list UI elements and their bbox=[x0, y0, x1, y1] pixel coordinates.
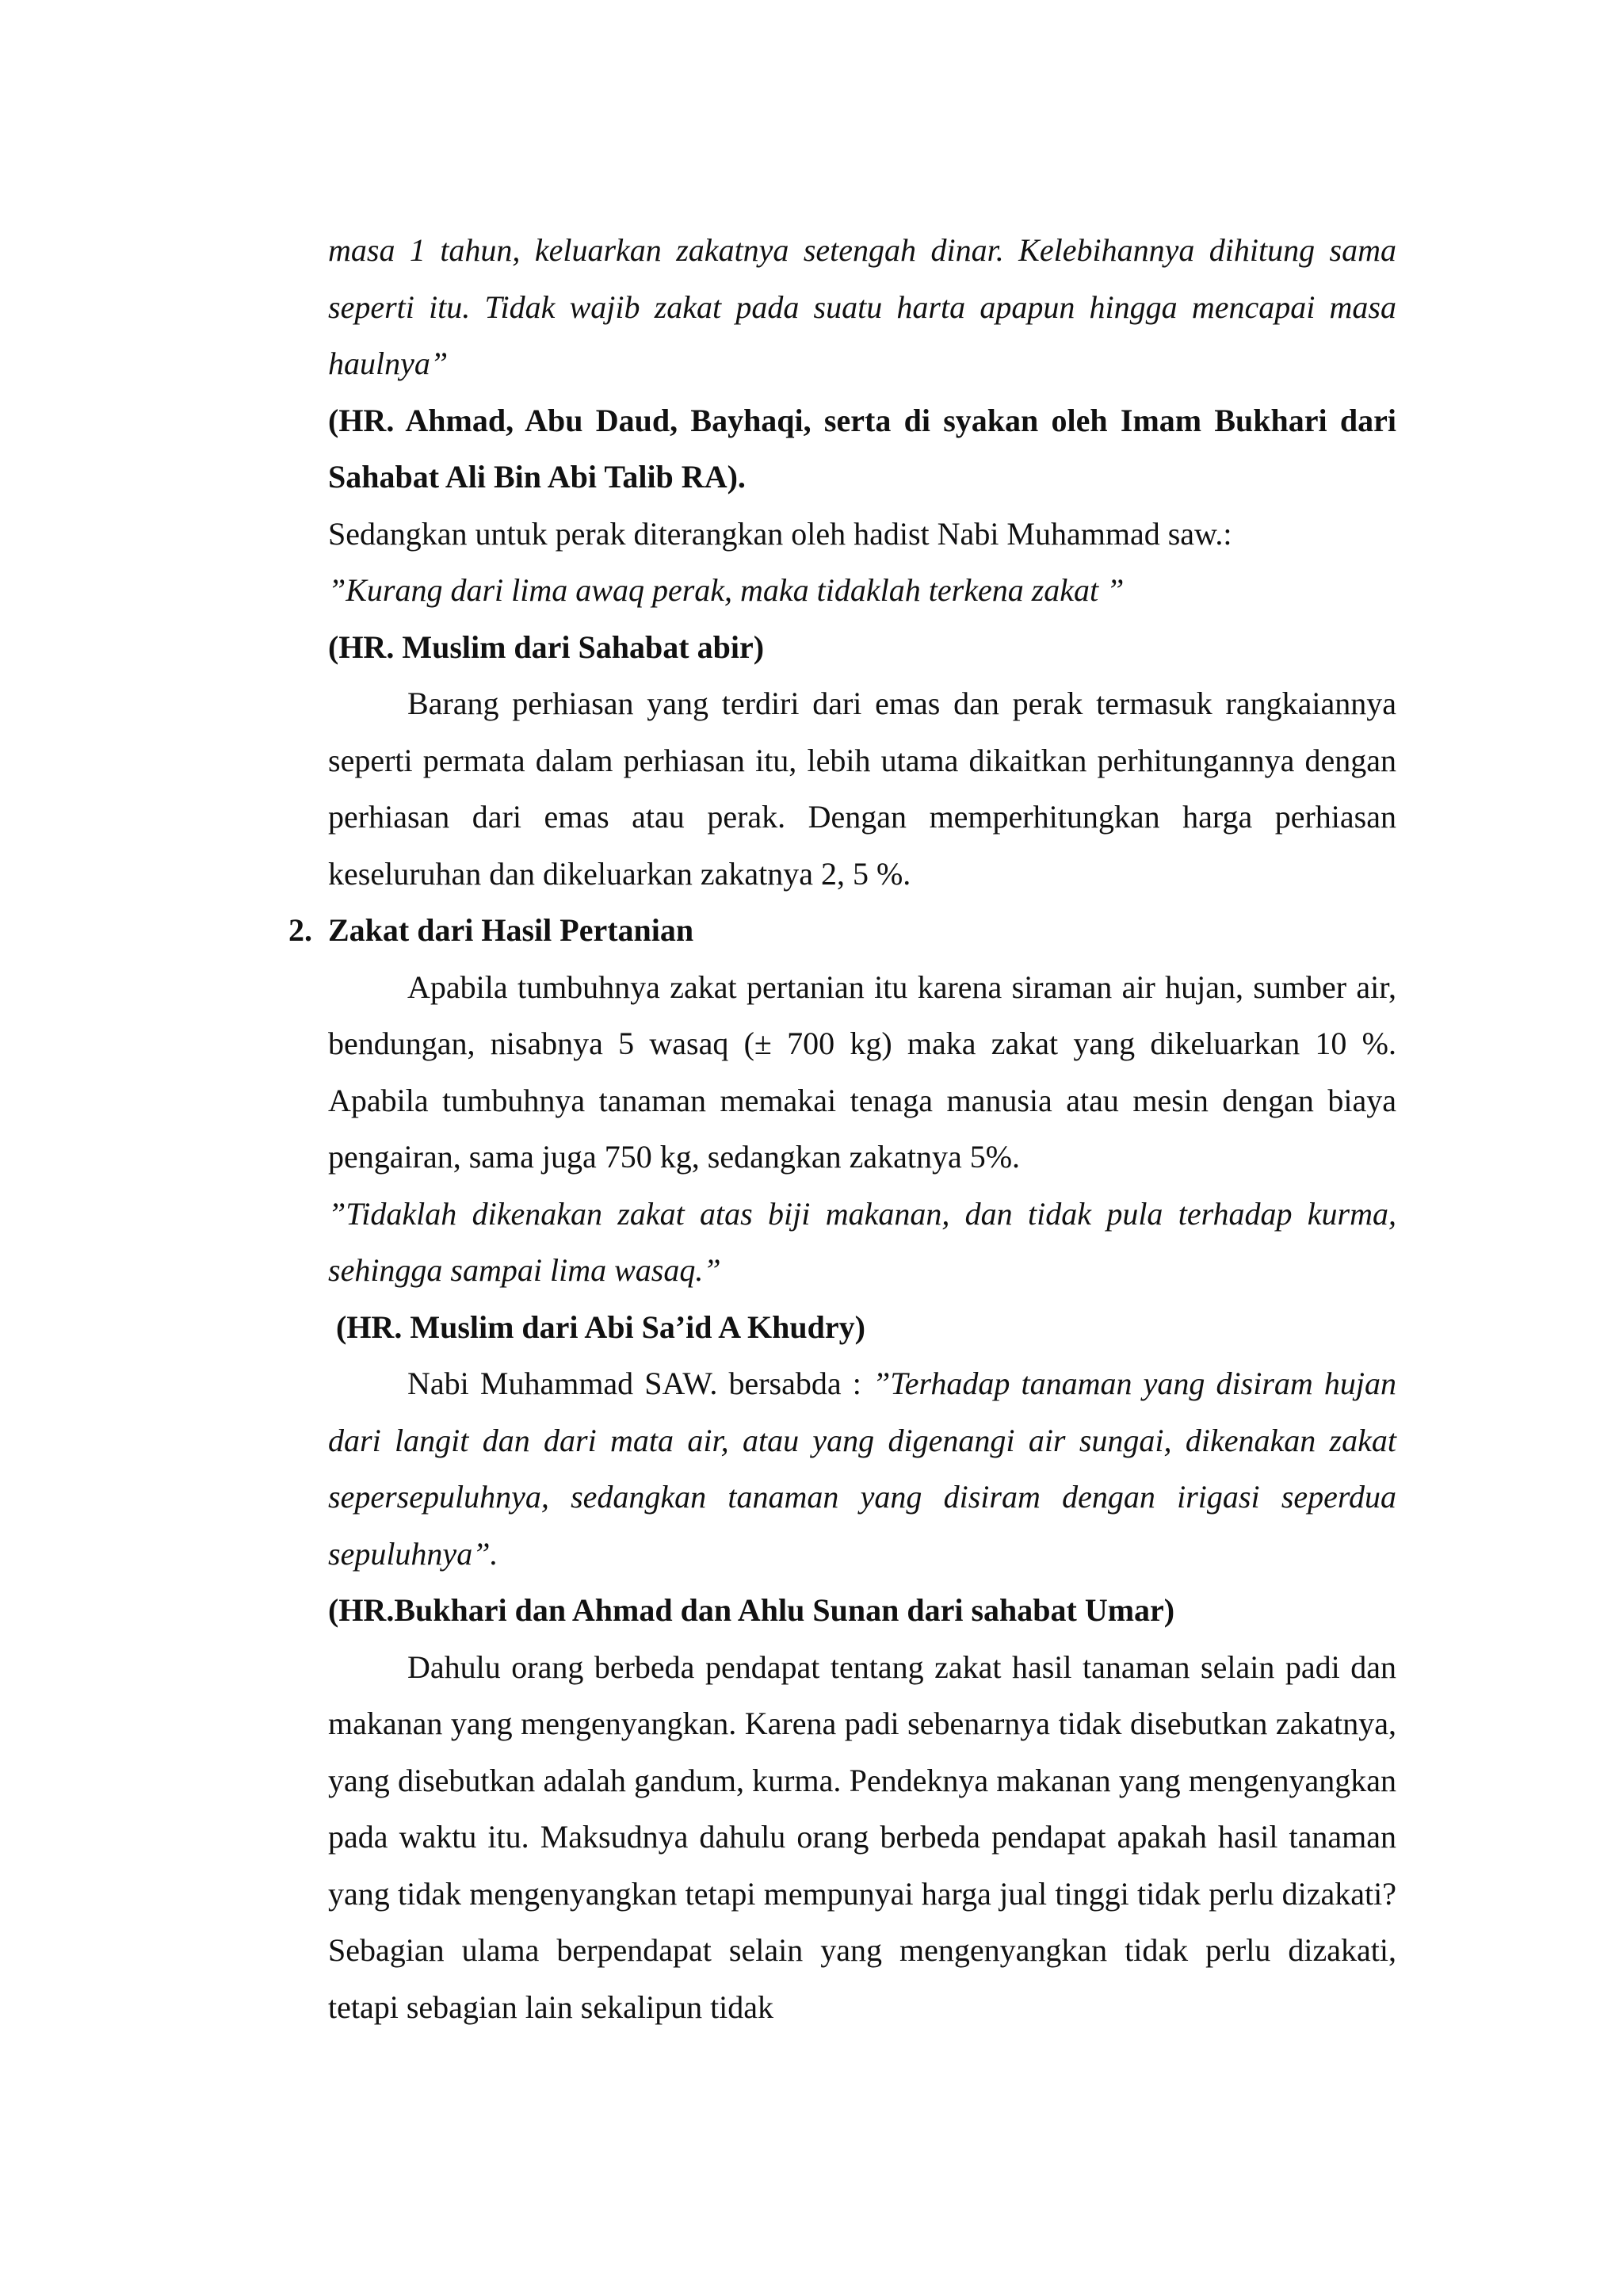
hadith-source-muslim: (HR. Muslim dari Sahabat abir) bbox=[328, 628, 765, 665]
nabi-paragraph bbox=[328, 1355, 1396, 1582]
hadith-quote-continuation: masa 1 tahun, keluarkan zakatnya setengah dinar. Kelebihannya dihitung sama seperti itu. Tidak wajib zakat pada suatu harta apapun hingga mencapai masa haulnya” bbox=[328, 232, 1396, 381]
nabi-hadith-quote: ”Terhadap tanaman yang disiram hujan dari langit dan dari mata air, atau yang digenangi air sungai, dikenakan zakat sepersepuluhnya, sedangkan tanaman yang disiram dengan irigasi seperdua sepuluhnya”. bbox=[328, 1366, 1397, 1572]
silver-hadith-quote: ”Kurang dari lima awaq perak, maka tidaklah terkena zakat ” bbox=[328, 572, 1125, 608]
dahulu-paragraph: Dahulu orang berbeda pendapat tentang zakat hasil tanaman selain padi dan makanan yang mengenyangkan. Karena padi sebenarnya tidak disebutkan zakatnya, yang disebutkan adalah gandum, kurma. Pendeknya makanan yang mengenyangkan pada waktu itu. Maksudnya dahulu orang berbeda pendapat apakah hasil tanaman yang tidak mengenyangkan tetapi mempunyai harga jual tinggi tidak perlu dizakati? Sebagian ulama berpendapat selain yang mengenyangkan tidak perlu dizakati, tetapi sebagian lain sekalipun tidak bbox=[328, 1648, 1396, 2025]
hadith-source-ahmad: (HR. Ahmad, Abu Daud, Bayhaqi, serta di syakan oleh Imam Bukhari dari Sahabat Ali Bin Abi Talib RA). bbox=[328, 402, 1396, 495]
hadith-source-bukhari: (HR.Bukhari dan Ahmad dan Ahlu Sunan dari sahabat Umar) bbox=[328, 1592, 1175, 1628]
jewelry-paragraph: Barang perhiasan yang terdiri dari emas dan perak termasuk rangkaiannya seperti permata dalam perhiasan itu, lebih utama dikaitkan perhitungannya dengan perhiasan dari emas atau perak. Dengan memperhitungkan harga perhiasan keseluruhan dan dikeluarkan zakatnya 2, 5 %. bbox=[328, 686, 1396, 892]
hadith-source-khudry: (HR. Muslim dari Abi Sa’id A Khudry) bbox=[336, 1308, 865, 1345]
page-body bbox=[288, 222, 1397, 2035]
agriculture-paragraph: Apabila tumbuhnya zakat pertanian itu karena siraman air hujan, sumber air, bendungan, nisabnya 5 wasaq (± 700 kg) maka zakat yang dikeluarkan 10 %. Apabila tumbuhnya tanaman memakai tenaga manusia atau mesin dengan biaya pengairan, sama juga 750 kg, sedangkan zakatnya 5%. bbox=[328, 968, 1396, 1175]
section-heading bbox=[288, 902, 1396, 959]
silver-intro: Sedangkan untuk perak diterangkan oleh hadist Nabi Muhammad saw.: bbox=[328, 515, 1232, 552]
agriculture-hadith-quote: ”Tidaklah dikenakan zakat atas biji makanan, dan tidak pula terhadap kurma, sehingga sampai lima wasaq.” bbox=[328, 1195, 1396, 1288]
section-number: 2. bbox=[288, 912, 312, 948]
section-title: Zakat dari Hasil Pertanian bbox=[328, 912, 694, 948]
nabi-lead-text: Nabi Muhammad SAW. bersabda : bbox=[407, 1366, 873, 1401]
